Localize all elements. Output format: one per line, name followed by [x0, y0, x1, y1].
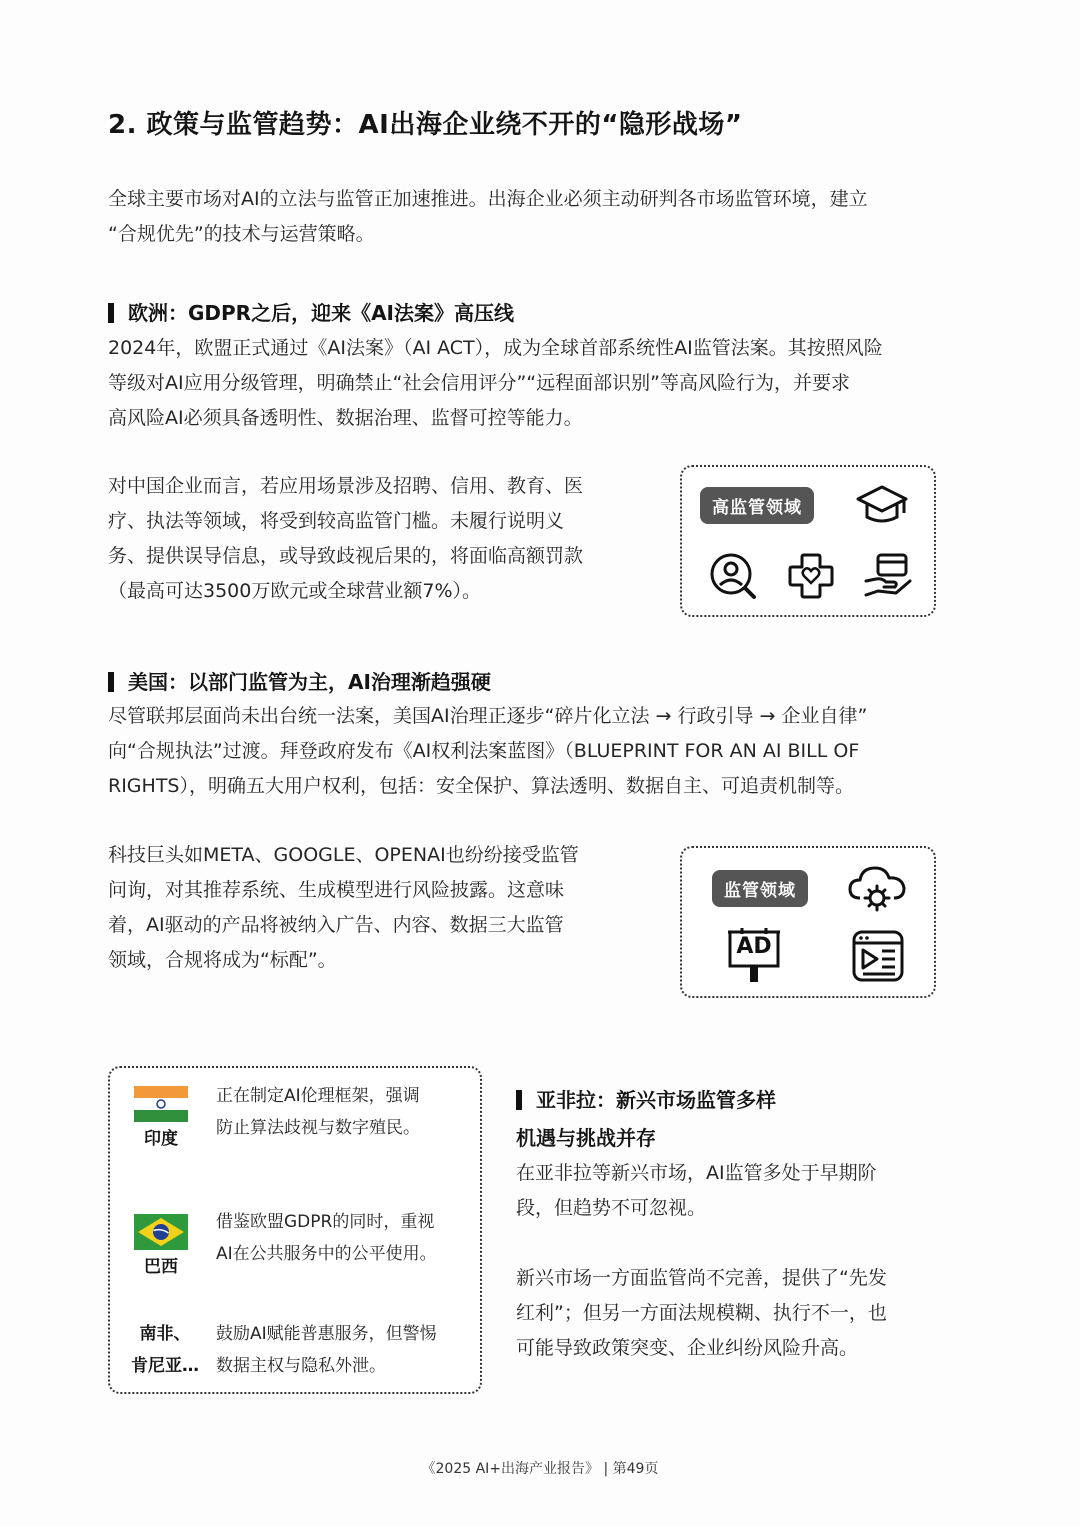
- credit-card-hand-icon: [862, 551, 914, 601]
- country-name-india: [124, 1124, 198, 1149]
- text-line: 务、提供误导信息，或导致歧视后果的，将面临高额罚款: [108, 545, 584, 567]
- text-line: 鼓励AI赋能普惠服务，但警惕: [216, 1324, 437, 1344]
- intro-paragraph: [108, 182, 968, 252]
- text-line: 着，AI驱动的产品将被纳入广告、内容、数据三大监管: [108, 914, 564, 936]
- eu-paragraph-1: [108, 331, 968, 436]
- emerging-paragraph-2: [516, 1261, 956, 1366]
- text-line: 高风险AI必须具备透明性、数据治理、监督可控等能力。: [108, 407, 583, 429]
- section-subtitle-text: 机遇与挑战并存: [516, 1126, 656, 1150]
- text-line: 数据主权与隐私外泄。: [216, 1356, 386, 1376]
- text-line: 段，但趋势不可忽视。: [516, 1197, 707, 1219]
- us-paragraph-1: [108, 699, 978, 804]
- text-line: 尽管联邦层面尚未出台统一法案，美国AI治理正逐步“碎片化立法 → 行政引导 → 企业自律”: [108, 705, 868, 727]
- country-name-brazil: [124, 1252, 198, 1277]
- section-title-eu: [108, 298, 514, 328]
- text-line: 对中国企业而言，若应用场景涉及招聘、信用、教育、医: [108, 475, 584, 497]
- text-line: 2024年，欧盟正式通过《AI法案》（AI ACT），成为全球首部系统性AI监管法案。其按照风险: [108, 337, 883, 359]
- countries-box: [108, 1066, 482, 1394]
- text-line: 可能导致政策突变、企业纠纷风险升高。: [516, 1337, 859, 1359]
- high-regulation-tag: 高监管领域: [700, 487, 814, 524]
- text-line: 红利”；但另一方面法规模糊、执行不一，也: [516, 1302, 887, 1324]
- country-name-line: 印度: [144, 1129, 178, 1149]
- country-name-south-africa-kenya: [120, 1318, 210, 1382]
- ad-label: AD: [736, 934, 772, 959]
- text-line: 领域，合规将成为“标配”。: [108, 949, 337, 971]
- recruitment-person-icon: [708, 551, 758, 601]
- eu-paragraph-2: [108, 469, 648, 609]
- text-line: （最高可达3500万欧元或全球营业额7%）。: [108, 580, 481, 602]
- india-flag-icon: [134, 1086, 188, 1122]
- text-line: 问询，对其推荐系统、生成模型进行风险披露。这意味: [108, 879, 565, 901]
- emerging-paragraph-1: [516, 1156, 956, 1226]
- text-line: 等级对AI应用分级管理，明确禁止“社会信用评分”“远程面部识别”等高风险行为，并要求: [108, 372, 850, 394]
- section-bar: [516, 1090, 522, 1110]
- text-line: RIGHTS），明确五大用户权利，包括：安全保护、算法透明、数据自主、可追责机制等。: [108, 775, 854, 797]
- graduation-cap-icon: [854, 481, 910, 529]
- high-regulation-box: [680, 465, 936, 617]
- intro-line: 全球主要市场对AI的立法与监管正加速推进。出海企业必须主动研判各市场监管环境，建立: [108, 188, 868, 210]
- brazil-flag-icon: [134, 1214, 188, 1250]
- text-line: 防止算法歧视与数字殖民。: [216, 1118, 420, 1138]
- section-title-text: 美国：以部门监管为主，AI治理渐趋强硬: [128, 670, 491, 694]
- text-line: 科技巨头如META、GOOGLE、OPENAI也纷纷接受监管: [108, 844, 579, 866]
- page-footer: 《2025 AI+出海产业报告》 | 第49页: [421, 1461, 659, 1477]
- cloud-gear-icon: [846, 858, 910, 914]
- medical-cross-heart-icon: [786, 551, 836, 601]
- section-title-text: 欧洲：GDPR之后，迎来《AI法案》高压线: [128, 301, 514, 325]
- section-bar: [108, 672, 114, 692]
- section-title-text: 亚非拉：新兴市场监管多样: [536, 1088, 776, 1112]
- ad-billboard-icon: [726, 926, 782, 986]
- country-name-line: 肯尼亚…: [131, 1356, 199, 1376]
- intro-line: “合规优先”的技术与运营策略。: [108, 223, 375, 245]
- country-text-south-africa-kenya: [216, 1318, 471, 1382]
- country-text-brazil: [216, 1206, 471, 1270]
- page-heading: 2. 政策与监管趋势：AI出海企业绕不开的“隐形战场”: [108, 110, 743, 140]
- regulation-areas-tag: 监管领域: [712, 870, 808, 907]
- text-line: 疗、执法等领域，将受到较高监管门槛。未履行说明义: [108, 510, 565, 532]
- text-line: 新兴市场一方面监管尚不完善，提供了“先发: [516, 1267, 887, 1289]
- section-title-us: [108, 667, 491, 697]
- country-name-line: 南非、: [139, 1324, 191, 1344]
- regulation-areas-box: [680, 846, 936, 998]
- section-subtitle-emerging: [516, 1123, 656, 1153]
- country-text-india: [216, 1080, 471, 1144]
- text-line: 借鉴欧盟GDPR的同时，重视: [216, 1212, 435, 1232]
- us-paragraph-2: [108, 838, 628, 978]
- text-line: 正在制定AI伦理框架，强调: [216, 1086, 420, 1106]
- section-title-emerging: [516, 1085, 776, 1115]
- section-bar: [108, 303, 114, 323]
- text-line: 向“合规执法”过渡。拜登政府发布《AI权利法案蓝图》（BLUEPRINT FOR AN AI BILL OF: [108, 740, 860, 762]
- country-name-line: 巴西: [144, 1257, 178, 1277]
- text-line: AI在公共服务中的公平使用。: [216, 1244, 437, 1264]
- text-line: 在亚非拉等新兴市场，AI监管多处于早期阶: [516, 1162, 877, 1184]
- video-content-icon: [850, 928, 906, 984]
